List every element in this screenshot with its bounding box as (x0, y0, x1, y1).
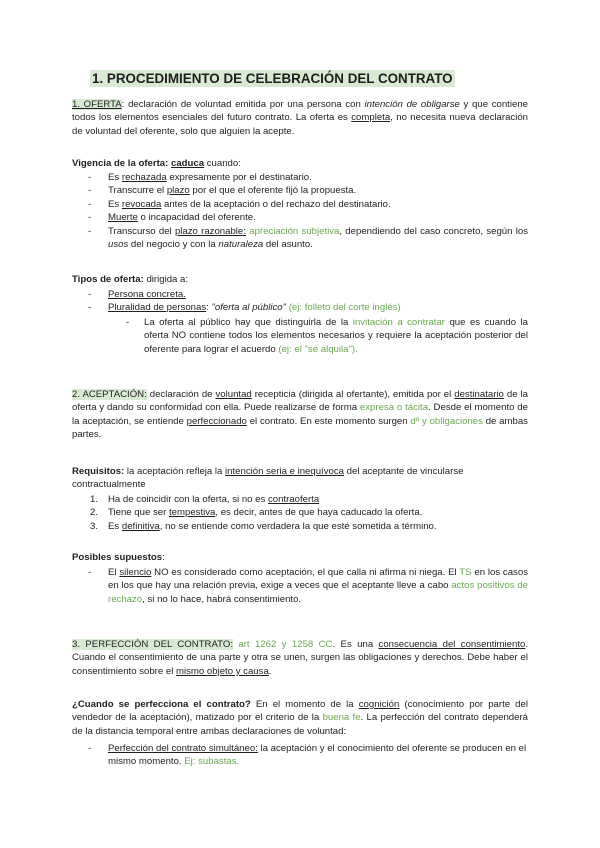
aceptacion-keyword: voluntad (215, 389, 252, 400)
item-text: Es (108, 172, 122, 183)
item-text: El (108, 567, 120, 578)
list-item (72, 316, 528, 356)
vigencia-h3: cuando: (204, 158, 241, 169)
aceptacion-green: expresa o tácita (359, 402, 429, 414)
item-keyword: revocada (121, 198, 162, 210)
requisitos-paragraph (72, 465, 528, 492)
item-keyword: Persona concreta. (108, 289, 186, 300)
oferta-text-2: intención de obligarse (364, 99, 460, 110)
item-text: : (206, 302, 212, 314)
item-text: del negocio y con la (128, 239, 219, 251)
item-keyword: rechazada (121, 172, 167, 183)
item-italic: "oferta al público" (211, 302, 287, 314)
aceptacion-paragraph (72, 388, 528, 442)
cuando-list (72, 742, 528, 769)
item-text: la aceptación y el conocimiento del oferente se producen en el mismo momento. (108, 743, 527, 768)
list-item (72, 493, 528, 506)
item-text: La oferta al público hay que distinguirla de la (144, 317, 353, 328)
item-green: Ej: subastas. (184, 756, 240, 768)
aceptacion-keyword: perfeccionado (186, 415, 247, 427)
aceptacion-text: de ambas partes. (72, 415, 528, 441)
item-text: del asunto. (263, 239, 313, 251)
list-item (72, 566, 528, 606)
list-item (72, 742, 528, 769)
item-text: antes de la aceptación o del rechazo del destinatario. (161, 198, 391, 210)
aceptacion-heading: 2. ACEPTACIÓN: (72, 389, 147, 400)
oferta-text-1: : declaración de voluntad emitida por una persona con (121, 99, 365, 110)
item-text: Es (108, 520, 122, 532)
item-text: por el que el oferente fijó la propuesta. (189, 185, 357, 197)
perfeccion-text: . Es una (332, 639, 379, 650)
perfeccion-heading: 3. PERFECCIÓN DEL CONTRATO: (72, 639, 233, 650)
supuestos-h2: : (162, 552, 165, 563)
item-italic: usos (108, 239, 129, 251)
aceptacion-text: declaración de (146, 389, 216, 400)
item-keyword: Perfección del contrato simultáneo: (108, 743, 258, 754)
oferta-paragraph (72, 98, 528, 138)
requisitos-heading: Requisitos: (72, 466, 125, 477)
list-item (72, 171, 528, 184)
list-item (72, 301, 528, 314)
item-green: TS (459, 567, 472, 578)
tipos-list (72, 288, 528, 315)
item-green: invitación a contratar (352, 317, 445, 328)
item-number: 3. (90, 520, 99, 532)
supuestos-h1: Posibles supuestos (72, 552, 163, 563)
list-item (72, 225, 528, 252)
tipos-heading (72, 273, 528, 286)
cuando-text: (conocimiento por parte del vendedor de la aceptación), matizado por el criterio de la (72, 699, 528, 724)
oferta-text-5: , no necesita nueva declaración de voluntad del oferente, solo que alguien la acepte. (72, 112, 529, 137)
list-item (72, 506, 528, 519)
vigencia-heading (72, 157, 528, 170)
item-text: Transcurso del (108, 225, 175, 237)
vigencia-h1: Vigencia de la oferta: (72, 158, 171, 169)
aceptacion-text: el contrato. En este momento surgen (246, 415, 411, 427)
requisitos-text: del aceptante de vincularse contractualmente (72, 466, 464, 491)
item-text: , es decir, antes de que haya caducado la oferta. (215, 507, 423, 519)
cuando-keyword: cognición (358, 699, 400, 710)
requisitos-keyword: intención seria e inequívoca (225, 466, 344, 477)
list-item (72, 184, 528, 197)
item-green: apreciación subjetiva (249, 225, 340, 237)
item-text: Ha de coincidir con la oferta, si no es (108, 494, 268, 505)
item-text: , dependiendo del caso concreto, según los (339, 225, 528, 237)
requisitos-text: la aceptación refleja la (124, 466, 226, 477)
item-keyword: plazo razonable: (174, 225, 246, 237)
perfeccion-text: . (268, 665, 272, 677)
oferta-heading: 1. OFERTA (72, 99, 122, 110)
item-number: 1. (90, 494, 99, 505)
item-text: , si no lo hace, habrá consentimiento. (142, 593, 302, 605)
aceptacion-green: dº y obligaciones (410, 415, 483, 427)
perfeccion-keyword: consecuencia del consentimiento (378, 639, 526, 650)
oferta-text-3: y que contiene todos los elementos esenciales del futuro contrato. La oferta es (72, 99, 528, 124)
item-number: 2. (90, 507, 99, 519)
item-text: , no se entiende como verdadera la que esté sometida a término. (159, 520, 437, 532)
aceptacion-text: recepticia (dirigida al ofertante), emitida por el (251, 389, 455, 400)
item-text: en los casos en los que hay una relación previa, exige a veces que el aceptante lleve a cabo (108, 567, 528, 592)
supuestos-heading (72, 551, 528, 564)
perfeccion-green: art 1262 y 1258 CC (238, 639, 333, 650)
tipos-h1: Tipos de oferta: (72, 274, 144, 285)
item-green: (ej: folleto del corte inglés) (288, 302, 401, 314)
tipos-sublist (72, 316, 528, 356)
item-text: expresamente por el destinatario. (166, 172, 312, 183)
item-keyword: plazo (166, 185, 190, 197)
cuando-question: ¿Cuando se perfecciona el contrato? (72, 699, 251, 710)
item-keyword: Muerte (108, 212, 138, 224)
cuando-green: buena fe (322, 712, 361, 724)
oferta-text-4: completa (351, 112, 391, 124)
item-text: Transcurre el (108, 185, 167, 197)
item-text: o incapacidad del oferente. (137, 212, 256, 224)
vigencia-list (72, 171, 528, 251)
aceptacion-text: de la oferta y dando su conformidad con ella. Puede realizarse de forma (72, 389, 528, 414)
list-item (72, 288, 528, 301)
item-text: que es cuando la oferta NO contiene todos los elementos necesarios y requiere la aceptación posterior del oferente para lograr el acuerdo (144, 317, 528, 355)
perfeccion-keyword: mismo objeto y causa (176, 665, 269, 677)
tipos-h2: dirigida a: (143, 274, 189, 285)
item-text: Es (108, 198, 122, 210)
list-item (72, 211, 528, 224)
cuando-text: . La perfección del contrato dependerá de la distancia temporal entre ambas declaraciones de voluntad: (72, 712, 528, 737)
item-keyword: contraoferta (267, 494, 320, 505)
list-item (72, 520, 528, 533)
perfeccion-text: . Cuando el consentimiento de una parte y otra se unen, surgen las obligaciones y derechos. Debe haber el consentimiento sobre el (72, 639, 528, 677)
item-text: Tiene que ser (108, 507, 169, 519)
item-keyword: tempestiva (168, 507, 216, 519)
aceptacion-keyword: destinatario (454, 389, 504, 400)
item-green: actos positivos de rechazo (108, 580, 528, 605)
supuestos-list (72, 566, 528, 606)
aceptacion-text: . Desde el momento de la aceptación, se entiende (72, 402, 528, 427)
cuando-paragraph (72, 698, 528, 738)
list-item (72, 198, 528, 211)
item-keyword: Pluralidad de personas (108, 302, 207, 314)
item-green: (ej: el "se alquila"). (278, 343, 358, 355)
section-title: 1. PROCEDIMIENTO DE CELEBRACIÓN DEL CONTRATO (92, 71, 453, 86)
requisitos-list (72, 493, 528, 533)
vigencia-h2: caduca (171, 158, 205, 169)
item-keyword: definitiva (121, 520, 160, 532)
item-keyword: silencio (119, 567, 152, 578)
item-italic: naturaleza (218, 239, 264, 251)
item-text: NO es considerado como aceptación, el que calla ni afirma ni niega. El (151, 567, 460, 578)
cuando-text: En el momento de la (250, 699, 359, 710)
perfeccion-paragraph (72, 638, 528, 678)
